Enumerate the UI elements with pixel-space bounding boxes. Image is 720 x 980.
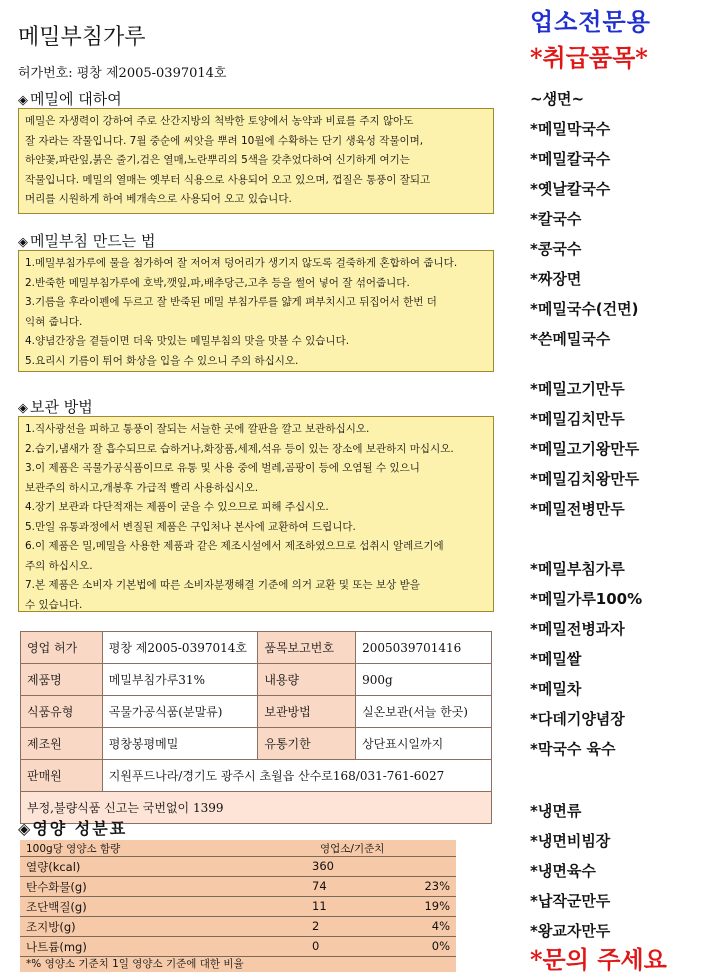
- product-list-item: *메밀고기만두: [530, 380, 625, 398]
- nutrient-amount: 11: [312, 899, 327, 913]
- product-list-item: *메밀막국수: [530, 120, 611, 138]
- info-header: 내용량: [258, 664, 356, 696]
- product-list-item: *콩국수: [530, 240, 582, 258]
- product-list-item: *막국수 육수: [530, 740, 616, 758]
- info-header: 식품유형: [21, 696, 103, 728]
- table-row: [21, 728, 492, 760]
- diamond-icon: ◈: [18, 819, 33, 838]
- table-row: [21, 632, 492, 664]
- nutrition-heading-text: 영양 성분표: [32, 819, 128, 838]
- storage-line: 4.장기 보관과 다단적재는 제품이 굳을 수 있으므로 피해 주십시오.: [25, 501, 329, 513]
- storage-line: 6.이 제품은 밀,메밀을 사용한 제품과 같은 제조시설에서 제조하였으므로 섭취시 알레르기에: [25, 540, 444, 552]
- about-line: 하얀꽃,파란잎,붉은 줄기,검은 열매,노란뿌리의 5색을 갖추었다하여 신기하게 여기는: [25, 154, 410, 166]
- product-list-item: *납작군만두: [530, 892, 611, 910]
- info-value: 메밀부침가루31%: [102, 664, 258, 696]
- product-list-item: *쓴메밀국수: [530, 330, 611, 348]
- nutrition-header-row: [20, 840, 456, 857]
- howto-line: 1.메밀부침가루에 물을 첨가하여 잘 저어져 덩어리가 생기지 않도록 걸죽하게 혼합하여 줍니다.: [25, 257, 458, 269]
- diamond-icon: ◈: [18, 401, 28, 416]
- storage-line: 3.이 제품은 곡물가공식품이므로 유통 및 사용 중에 벌레,곰팡이 등에 오염될 수 있으니: [25, 462, 420, 474]
- nutrient-pct: 0%: [431, 939, 450, 953]
- nutrient-name: 조단백질(g): [26, 900, 87, 914]
- howto-line: 익혀 줍니다.: [25, 315, 83, 328]
- storage-line: 1.직사광선을 피하고 통풍이 잘되는 서늘한 곳에 깔판을 깔고 보관하십시오.: [25, 423, 370, 435]
- about-line: 머리를 시원하게 하여 베개속으로 사용되어 오고 있습니다.: [25, 193, 292, 205]
- info-value: 평창 제2005-0397014호: [102, 632, 258, 664]
- report-line: 부정,불량식품 신고는 국번없이 1399: [21, 792, 492, 824]
- nutrient-name: 탄수화물(g): [26, 880, 87, 894]
- nutrition-header-left: 100g당 영양소 함량: [26, 843, 121, 855]
- storage-heading: [18, 396, 93, 417]
- table-row: [21, 696, 492, 728]
- nutrition-row: [20, 857, 456, 877]
- product-list-item: ~생면~: [530, 90, 585, 108]
- seller-value: 지원푸드나라/경기도 광주시 초월읍 산수로168/031-761-6027: [102, 760, 491, 792]
- about-line: 메밀은 자생력이 강하여 주로 산간지방의 척박한 토양에서 농약과 비료를 주지 않아도: [25, 115, 414, 127]
- info-header: 판매원: [21, 760, 103, 792]
- product-list-item: *메밀고기왕만두: [530, 440, 640, 458]
- product-list-item: *짜장면: [530, 270, 582, 288]
- product-list-item: *옛날칼국수: [530, 180, 611, 198]
- product-title: 메밀부침가루: [18, 25, 146, 50]
- nutrition-table: [20, 840, 456, 972]
- info-value: 900g: [356, 664, 492, 696]
- product-list-panel: [515, 0, 720, 980]
- nutrient-pct: 4%: [431, 919, 450, 933]
- info-value: 곡물가공식품(분말류): [102, 696, 258, 728]
- product-list-item: *메밀쌀: [530, 650, 582, 668]
- nutrient-amount: 74: [312, 879, 327, 893]
- product-list-item: *메밀부침가루: [530, 560, 625, 578]
- about-heading-text: 메밀에 대하여: [30, 90, 122, 108]
- product-list-item: *다데기양념장: [530, 710, 625, 728]
- permit-number: 허가번호: 평창 제2005-0397014호: [18, 66, 227, 81]
- nutrition-heading: [18, 816, 127, 839]
- info-header: 품목보고번호: [258, 632, 356, 664]
- howto-line: 3.기름을 후라이펜에 두르고 잘 반죽된 메밀 부침가루를 얇게 펴부치시고 뒤집어서 한번 더: [25, 296, 437, 308]
- product-list-item: *냉면육수: [530, 862, 596, 880]
- info-value: 평창봉평메밀: [102, 728, 258, 760]
- nutrition-footnote: *% 영양소 기준치 1일 영양소 기준에 대한 비율: [26, 958, 244, 970]
- howto-heading-text: 메밀부침 만드는 법: [30, 232, 156, 250]
- about-line: 잘 자라는 작물입니다. 7월 중순에 씨앗을 뿌려 10월에 수확하는 단기 생육성 작물이며,: [25, 134, 424, 147]
- product-info-table: [20, 631, 492, 824]
- nutrient-pct: 19%: [424, 899, 450, 913]
- product-list-item: *메밀김치만두: [530, 410, 625, 428]
- storage-line: 2.습기,냄새가 잘 흡수되므로 습하거나,화장품,세제,석유 등이 있는 장소에 보관하지 마십시오.: [25, 442, 454, 455]
- info-value: 실온보관(서늘 한곳): [356, 696, 492, 728]
- product-list-item: *왕교자만두: [530, 922, 611, 940]
- info-header: 보관방법: [258, 696, 356, 728]
- storage-line: 보관주의 하시고,개봉후 가급적 빨리 사용하십시오.: [25, 481, 259, 494]
- info-value: 상단표시일까지: [356, 728, 492, 760]
- howto-line: 5.요리시 기름이 튀어 화상을 입을 수 있으니 주의 하십시오.: [25, 354, 299, 367]
- info-header: 유통기한: [258, 728, 356, 760]
- business-use-heading: 업소전문용: [530, 7, 651, 36]
- product-list-item: *칼국수: [530, 210, 582, 228]
- howto-heading: [18, 230, 155, 251]
- info-header: 영업 허가: [21, 632, 103, 664]
- about-heading: [18, 88, 122, 109]
- howto-line: 2.반죽한 메밀부침가루에 호박,깻잎,파,배추당근,고추 등을 썰어 넣어 잘 섞어줍니다.: [25, 276, 410, 289]
- product-list-item: *메밀전병과자: [530, 620, 625, 638]
- nutrition-row: [20, 877, 456, 897]
- about-line: 작물입니다. 메밀의 열매는 옛부터 식용으로 사용되어 오고 있으며, 껍질은 통풍이 잘되고: [25, 173, 431, 186]
- storage-box: [18, 416, 494, 612]
- diamond-icon: ◈: [18, 235, 28, 250]
- nutrient-amount: 360: [312, 859, 334, 873]
- product-list-item: *메밀국수(건면): [530, 300, 639, 318]
- product-list-item: *메밀전병만두: [530, 500, 625, 518]
- table-row: [21, 760, 492, 792]
- storage-line: 7.본 제품은 소비자 기본법에 따른 소비자분쟁해결 기준에 의거 교환 및 또는 보상 받을: [25, 579, 420, 591]
- nutrient-pct: 23%: [424, 879, 450, 893]
- nutrition-footnote-row: [20, 955, 456, 974]
- howto-box: [18, 250, 494, 372]
- storage-line: 5.만일 유통과정에서 변질된 제품은 구입처나 본사에 교환하여 드립니다.: [25, 520, 356, 533]
- storage-line: 수 있습니다.: [25, 598, 83, 611]
- nutrient-name: 열량(kcal): [26, 860, 81, 874]
- contact-us-text: *문의 주세요: [530, 945, 667, 974]
- nutrient-amount: 0: [312, 939, 320, 953]
- howto-line: 4.양념간장을 곁들이면 더욱 맛있는 메밀부침의 맛을 맛볼 수 있습니다.: [25, 335, 350, 347]
- handled-items-heading: *취급품목*: [530, 43, 648, 72]
- nutrient-amount: 2: [312, 919, 320, 933]
- product-list-item: *냉면비빔장: [530, 832, 611, 850]
- product-list-item: *메밀칼국수: [530, 150, 611, 168]
- storage-line: 주의 하십시오.: [25, 559, 93, 572]
- nutrition-header-right: 영업소/기준치: [320, 843, 385, 855]
- nutrient-name: 나트륨(mg): [26, 940, 87, 954]
- nutrition-row: [20, 897, 456, 917]
- nutrition-row: [20, 937, 456, 957]
- info-value: 2005039701416: [356, 632, 492, 664]
- nutrition-row: [20, 917, 456, 937]
- storage-heading-text: 보관 방법: [30, 398, 93, 416]
- table-row: [21, 664, 492, 696]
- product-list-item: *메밀차: [530, 680, 582, 698]
- about-box: [18, 108, 494, 214]
- diamond-icon: ◈: [18, 93, 28, 108]
- info-header: 제조원: [21, 728, 103, 760]
- product-list-item: *메밀가루100%: [530, 590, 643, 608]
- info-header: 제품명: [21, 664, 103, 696]
- product-list-item: *냉면류: [530, 802, 582, 820]
- nutrient-name: 조지방(g): [26, 920, 76, 934]
- product-list-item: *메밀김치왕만두: [530, 470, 640, 488]
